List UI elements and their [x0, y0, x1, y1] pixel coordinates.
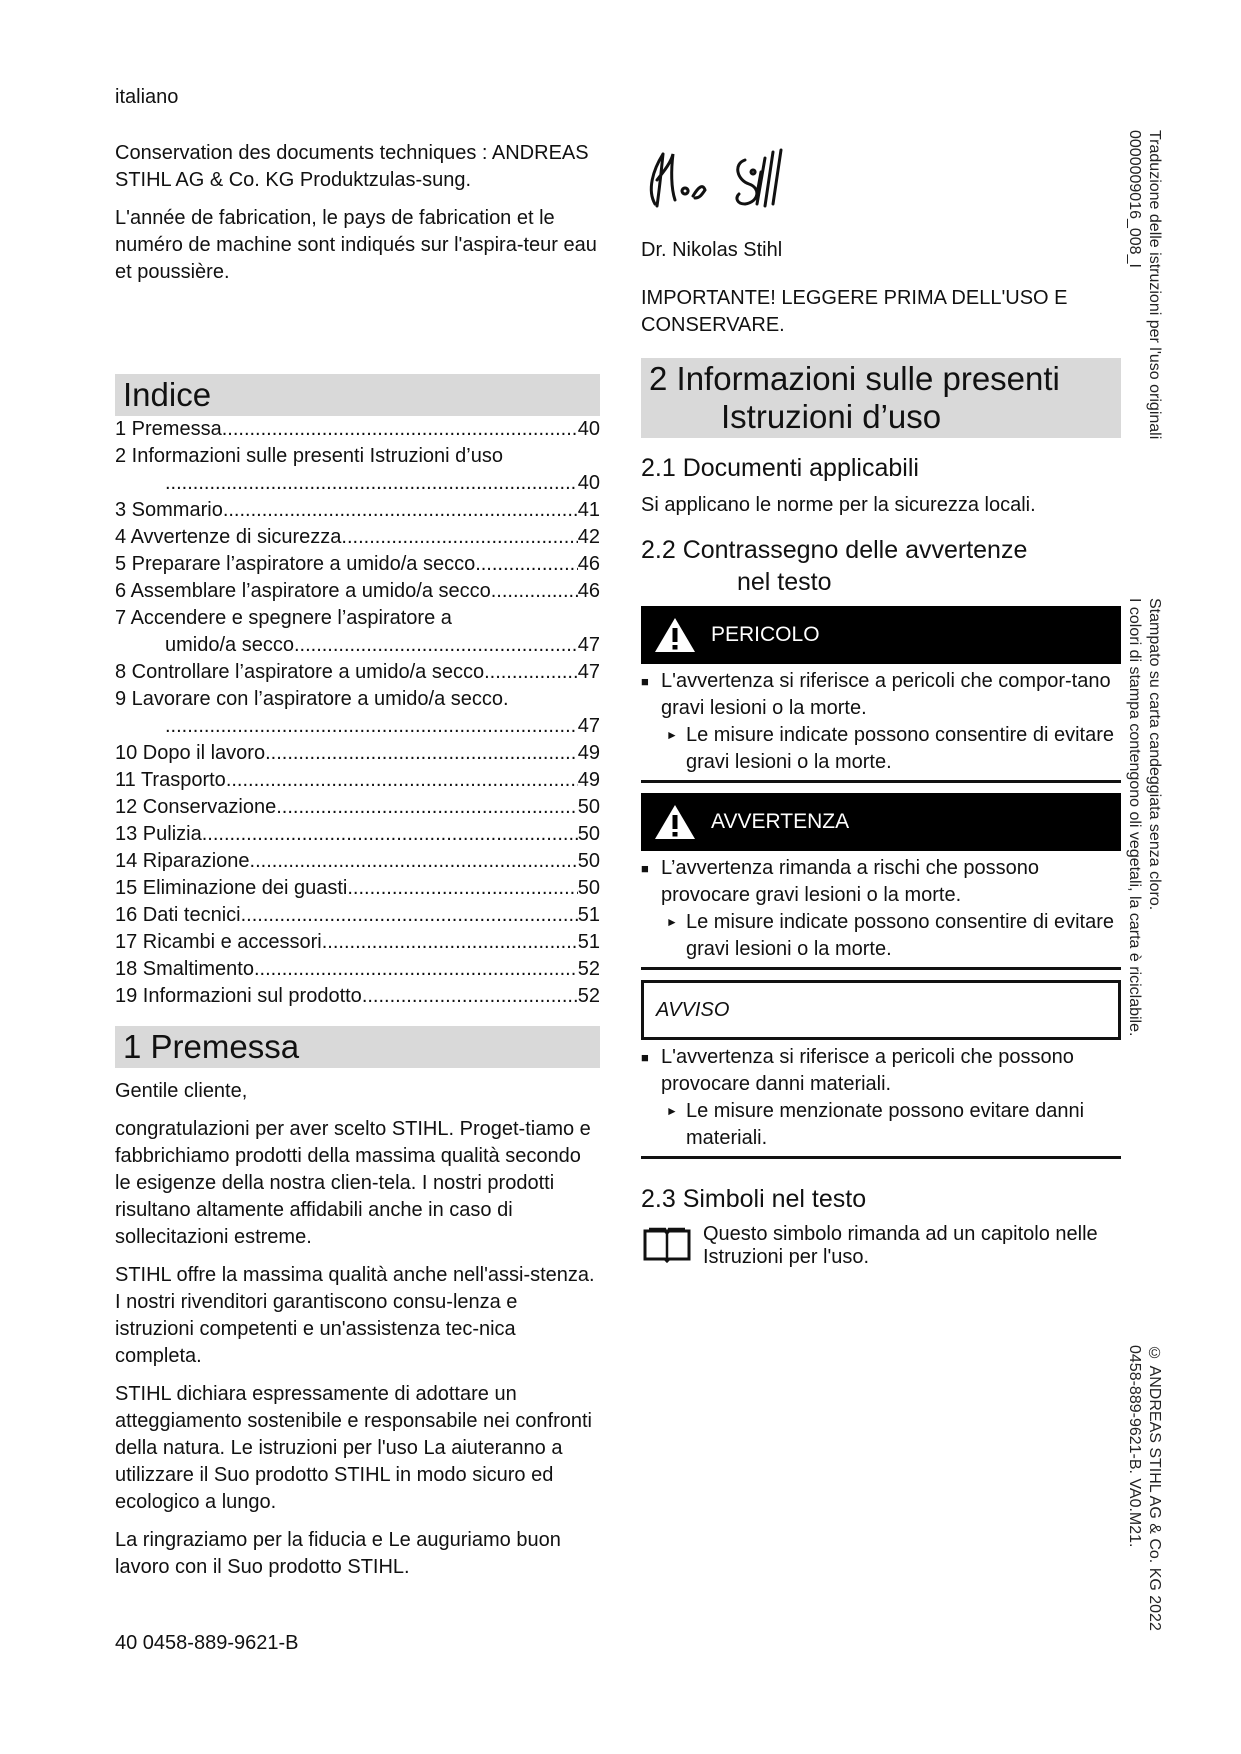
toc-entry[interactable] — [115, 794, 600, 821]
section-2-heading-line2: Istruzioni d’uso — [721, 398, 942, 435]
toc-entry-title: 6 Assemblare l’aspiratore a umido/a secco — [115, 580, 491, 602]
avvertenza-bullet — [641, 855, 1121, 909]
toc-entry[interactable] — [115, 686, 600, 713]
section-2-3-heading: 2.3 Simboli nel testo — [641, 1185, 867, 1213]
avviso-measure — [641, 1098, 1121, 1152]
toc-leader-dots — [165, 470, 578, 497]
premessa-paragraph: La ringraziamo per la fiducia e Le auguriamo buon lavoro con il Suo prodotto STIHL. — [115, 1529, 561, 1578]
right-column — [641, 140, 1121, 1269]
section-2-1-heading: 2.1 Documenti applicabili — [641, 454, 919, 482]
arrow-right-icon: ► — [666, 915, 678, 929]
toc-entry[interactable] — [115, 416, 600, 443]
table-of-contents — [115, 416, 600, 1010]
toc-entry-title: 14 Riparazione — [115, 850, 250, 872]
toc-leader-dots — [241, 902, 578, 929]
toc-entry-page: 52 — [577, 985, 600, 1007]
side-note-top-line2: 0000009016_008_I — [1126, 130, 1143, 268]
language-label: italiano — [115, 86, 179, 108]
toc-entry-title: 16 Dati tecnici — [115, 904, 241, 926]
toc-leader-dots — [362, 983, 578, 1010]
toc-entry-page: 47 — [577, 715, 600, 737]
toc-entry-title-continued: umido/a secco — [165, 634, 294, 656]
warning-triangle-icon — [653, 616, 697, 654]
premessa-paragraph: STIHL dichiara espressamente di adottare un atteggiamento sostenibile e responsabile nei confronti della natura. Le istruzioni per l'uso La aiuteranno a utilizzare il Suo prodotto STIHL in modo sicuro ed ecologico a lungo. — [115, 1383, 592, 1513]
pericolo-bullet-text: L'avvertenza si riferisce a pericoli che compor-tano gravi lesioni o la morte. — [661, 670, 1111, 719]
side-note-bottom — [1124, 1345, 1164, 1645]
toc-entry-page: 50 — [577, 823, 600, 845]
toc-entry[interactable] — [115, 767, 600, 794]
section-2-heading — [641, 358, 1121, 438]
pericolo-bullet — [641, 668, 1121, 722]
toc-entry-title: 1 Premessa — [115, 418, 222, 440]
toc-leader-dots — [491, 578, 578, 605]
toc-entry-page: 47 — [577, 634, 600, 656]
side-note-top — [1124, 130, 1164, 460]
toc-entry-continuation[interactable] — [115, 713, 600, 740]
toc-entry-continuation[interactable] — [115, 470, 600, 497]
side-note-top-line1: Traduzione delle istruzioni per l'uso originali — [1146, 130, 1163, 440]
toc-leader-dots — [165, 713, 578, 740]
toc-entry[interactable] — [115, 983, 600, 1010]
toc-entry-title: 4 Avvertenze di sicurezza — [115, 526, 342, 548]
toc-leader-dots — [265, 740, 578, 767]
premessa-paragraph: STIHL offre la massima qualità anche nell'assi-stenza. I nostri rivenditori garantiscono consu-lenza e istruzioni competenti e un'assistenza tec-nica completa. — [115, 1264, 595, 1367]
indice-heading: Indice — [115, 374, 600, 416]
toc-entry-page: 49 — [577, 769, 600, 791]
toc-entry-title: 13 Pulizia — [115, 823, 202, 845]
importante-note: IMPORTANTE! LEGGERE PRIMA DELL'USO E CONSERVARE. — [641, 287, 1068, 336]
left-column — [115, 140, 600, 1592]
avviso-bullet — [641, 1044, 1121, 1098]
book-symbol-row — [641, 1223, 1121, 1269]
pericolo-label: PERICOLO — [711, 623, 820, 646]
toc-entry-title: 17 Ricambi e accessori — [115, 931, 322, 953]
toc-entry-title: 18 Smaltimento — [115, 958, 254, 980]
toc-entry-title: 11 Trasporto — [115, 769, 226, 791]
toc-entry-page: 46 — [577, 553, 600, 575]
section-2-2-heading-line1: 2.2 Contrassegno delle avvertenze — [641, 536, 1028, 564]
toc-entry-title: 10 Dopo il lavoro — [115, 742, 266, 764]
side-note-middle-line1: Stampato su carta candeggiata senza cloro. — [1146, 598, 1163, 911]
toc-entry-page: 51 — [577, 931, 600, 953]
toc-entry-page: 51 — [577, 904, 600, 926]
toc-entry-page: 41 — [577, 499, 600, 521]
pericolo-measure-text: Le misure indicate possono consentire di evitare gravi lesioni o la morte. — [686, 724, 1115, 773]
toc-entry-page: 50 — [577, 850, 600, 872]
toc-leader-dots — [222, 416, 578, 443]
toc-entry-title: 3 Sommario — [115, 499, 223, 521]
premessa-heading: 1 Premessa — [115, 1026, 600, 1068]
toc-entry[interactable] — [115, 821, 600, 848]
arrow-right-icon: ► — [666, 728, 678, 742]
toc-leader-dots — [347, 875, 577, 902]
avvertenza-bullet-text: L’avvertenza rimanda a rischi che possono provocare gravi lesioni o la morte. — [661, 857, 1039, 906]
toc-leader-dots — [202, 821, 578, 848]
toc-entry-title: 12 Conservazione — [115, 796, 277, 818]
toc-entry[interactable] — [115, 443, 600, 470]
toc-leader-dots — [226, 767, 578, 794]
section-2-heading-line1: 2 Informazioni sulle presenti — [649, 360, 1060, 397]
pericolo-measure — [641, 722, 1121, 776]
toc-entry-continuation[interactable] — [115, 632, 600, 659]
side-note-bottom-line2: 0458-889-9621-B. VA0.M21. — [1126, 1345, 1143, 1548]
toc-entry[interactable] — [115, 497, 600, 524]
bullet-square-icon: ■ — [641, 1050, 649, 1065]
book-icon — [641, 1225, 693, 1263]
premessa-paragraph: congratulazioni per aver scelto STIHL. Proget-tiamo e fabbrichiamo prodotti della massima qualità secondo le esigenze della nostra clien-tela. I nostri prodotti risultano altamente affidabili anche in caso di sollecitazioni estreme. — [115, 1118, 591, 1248]
divider — [641, 1156, 1121, 1159]
toc-leader-dots — [341, 524, 577, 551]
toc-entry-title: 8 Controllare l’aspiratore a umido/a secco — [115, 661, 485, 683]
avviso-bullet-text: L'avvertenza si riferisce a pericoli che possono provocare danni materiali. — [661, 1046, 1074, 1095]
signature-image — [641, 140, 811, 218]
book-symbol-text: Questo simbolo rimanda ad un capitolo nelle Istruzioni per l'uso. — [703, 1223, 1098, 1268]
toc-entry-title: 7 Accendere e spegnere l’aspiratore a — [115, 607, 452, 629]
section-2-2-heading-line2: nel testo — [737, 568, 832, 596]
toc-leader-dots — [250, 848, 578, 875]
toc-leader-dots — [322, 929, 578, 956]
signature-name: Dr. Nikolas Stihl — [641, 239, 783, 261]
toc-entry[interactable] — [115, 902, 600, 929]
intro-paragraph: Conservation des documents techniques : ANDREAS STIHL AG & Co. KG Produktzulas-sung. — [115, 142, 589, 191]
avvertenza-measure-text: Le misure indicate possono consentire di evitare gravi lesioni o la morte. — [686, 911, 1115, 960]
toc-entry-title: 15 Eliminazione dei guasti — [115, 877, 348, 899]
warning-triangle-icon — [653, 803, 697, 841]
toc-entry-title: 9 Lavorare con l’aspiratore a umido/a secco. — [115, 688, 509, 710]
section-2-1-text: Si applicano le norme per la sicurezza locali. — [641, 494, 1036, 516]
toc-entry[interactable] — [115, 740, 600, 767]
toc-entry-page: 40 — [577, 472, 600, 494]
toc-leader-dots — [254, 956, 578, 983]
toc-leader-dots — [223, 497, 578, 524]
toc-entry[interactable] — [115, 524, 600, 551]
page-footer: 40 0458-889-9621-B — [115, 1632, 299, 1654]
section-2-2-heading — [641, 534, 1121, 598]
toc-entry-page: 42 — [577, 526, 600, 548]
toc-leader-dots — [276, 794, 578, 821]
divider — [641, 780, 1121, 783]
avvertenza-measure — [641, 909, 1121, 963]
avviso-box — [641, 980, 1121, 1040]
toc-leader-dots — [294, 632, 578, 659]
toc-entry-page: 52 — [577, 958, 600, 980]
toc-entry-page: 47 — [577, 661, 600, 683]
toc-entry-title: 5 Preparare l’aspiratore a umido/a secco — [115, 553, 476, 575]
side-note-middle — [1124, 598, 1164, 1078]
toc-entry-page: 40 — [577, 418, 600, 440]
toc-entry[interactable] — [115, 578, 600, 605]
toc-entry-title: 2 Informazioni sulle presenti Istruzioni d’uso — [115, 445, 503, 467]
toc-leader-dots — [475, 551, 578, 578]
toc-entry-page: 49 — [577, 742, 600, 764]
toc-entry[interactable] — [115, 551, 600, 578]
avvertenza-label: AVVERTENZA — [711, 810, 850, 833]
intro-paragraph: L'année de fabrication, le pays de fabrication et le numéro de machine sont indiqués sur l'aspira-teur eau et poussière. — [115, 207, 597, 283]
toc-entry-page: 46 — [577, 580, 600, 602]
divider — [641, 967, 1121, 970]
toc-entry[interactable] — [115, 605, 600, 632]
side-note-middle-line2: I colori di stampa contengono oli vegetali, la carta è riciclabile. — [1126, 598, 1143, 1037]
toc-entry[interactable] — [115, 659, 600, 686]
premessa-paragraph: Gentile cliente, — [115, 1080, 248, 1102]
bullet-square-icon: ■ — [641, 674, 649, 689]
avviso-label: AVVISO — [656, 998, 730, 1021]
avvertenza-bar — [641, 793, 1121, 851]
toc-entry[interactable] — [115, 929, 600, 956]
toc-entry-page: 50 — [577, 877, 600, 899]
toc-entry-page: 50 — [577, 796, 600, 818]
pericolo-bar — [641, 606, 1121, 664]
toc-entry[interactable] — [115, 848, 600, 875]
toc-entry[interactable] — [115, 875, 600, 902]
side-note-bottom-line1: © ANDREAS STIHL AG & Co. KG 2022 — [1146, 1345, 1163, 1631]
arrow-right-icon: ► — [666, 1104, 678, 1118]
avviso-measure-text: Le misure menzionate possono evitare danni materiali. — [686, 1100, 1085, 1149]
toc-entry[interactable] — [115, 956, 600, 983]
toc-leader-dots — [484, 659, 578, 686]
bullet-square-icon: ■ — [641, 861, 649, 876]
toc-entry-title: 19 Informazioni sul prodotto — [115, 985, 362, 1007]
